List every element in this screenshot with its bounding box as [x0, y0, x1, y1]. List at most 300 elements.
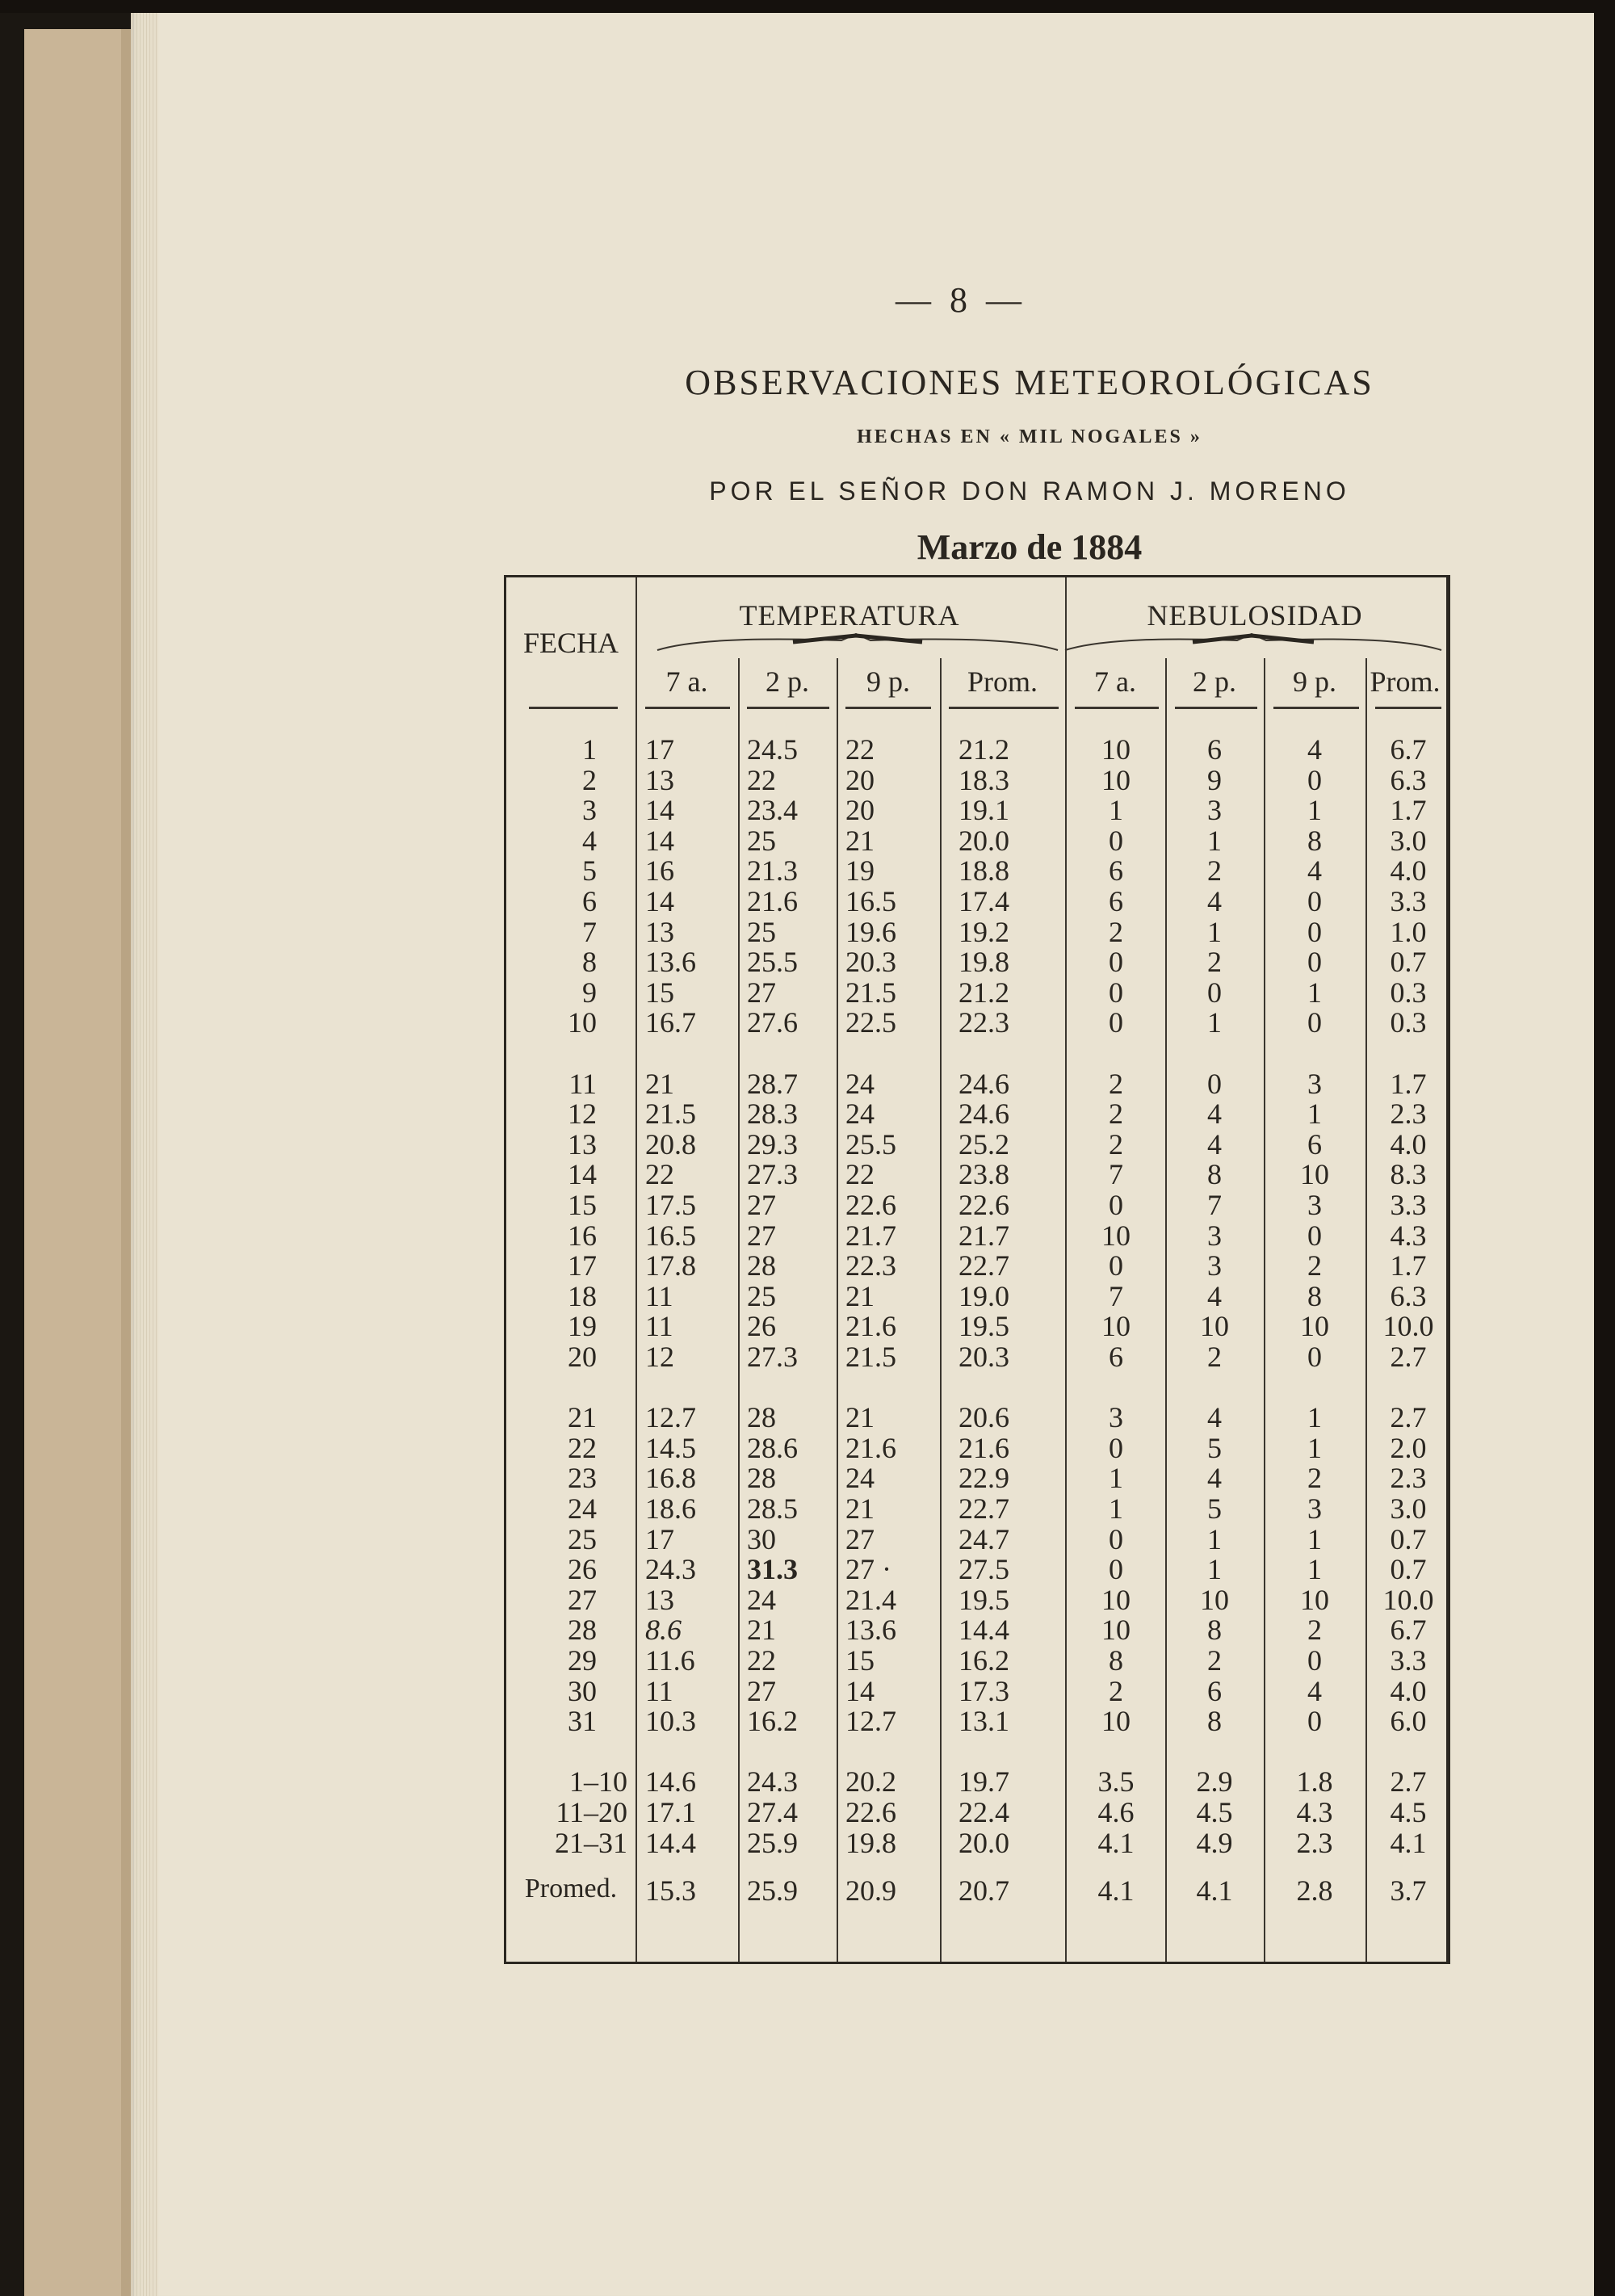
fecha-cell: 21 [568, 1401, 597, 1434]
value-cell: 1 [1307, 1431, 1322, 1464]
value-cell: 0 [1109, 1249, 1123, 1282]
value-cell: 28 [747, 1249, 776, 1282]
table-row [506, 1279, 1446, 1310]
fecha-cell: 1 [582, 733, 597, 766]
value-cell: 6 [1109, 885, 1123, 917]
value-cell: 27 · [845, 1553, 891, 1586]
value-cell: 4.3 [1296, 1796, 1333, 1828]
value-cell: 19.1 [959, 794, 1009, 827]
value-cell: 21.6 [845, 1310, 896, 1343]
value-cell: 0 [1207, 1067, 1222, 1100]
value-cell: 4.0 [1390, 1674, 1427, 1707]
value-cell: 28.7 [747, 1067, 798, 1100]
fecha-cell: 29 [568, 1644, 597, 1677]
value-cell: 4 [1307, 854, 1322, 888]
table-row [506, 945, 1446, 979]
value-cell: 6 [1109, 854, 1123, 888]
value-cell: 1 [1307, 1553, 1322, 1586]
value-cell: 6 [1207, 1674, 1222, 1707]
value-cell: 17 [645, 1522, 674, 1555]
value-cell: 3 [1109, 1401, 1123, 1434]
value-cell: 24.7 [959, 1522, 1009, 1555]
value-cell: 1 [1207, 1006, 1222, 1039]
value-cell: 22.6 [845, 1796, 896, 1828]
value-cell: 25.2 [959, 1127, 1009, 1161]
value-cell: 10 [1101, 733, 1130, 766]
value-cell: 13 [645, 763, 674, 796]
value-cell: 4.9 [1196, 1826, 1233, 1859]
value-cell: 8 [1307, 1279, 1322, 1312]
value-cell: 21 [645, 1067, 674, 1100]
value-cell: 28.3 [747, 1098, 798, 1131]
header-rule [1075, 707, 1159, 709]
table-row [506, 824, 1446, 857]
nebulosidad-brace [1063, 632, 1443, 653]
page-number: — 8 — [896, 280, 1026, 320]
fecha-cell: Promed. [524, 1874, 618, 1904]
value-cell: 4.0 [1390, 854, 1427, 888]
value-cell: 27.5 [959, 1553, 1009, 1586]
table-row [506, 1613, 1446, 1647]
value-cell: 20.8 [645, 1127, 696, 1161]
fecha-cell: 20 [568, 1341, 597, 1373]
value-cell: 12.7 [645, 1401, 696, 1434]
value-cell: 6 [1207, 733, 1222, 766]
value-cell: 21 [845, 824, 875, 857]
value-cell: 2.7 [1390, 1341, 1427, 1373]
value-cell: 24 [845, 1098, 875, 1131]
value-cell: 0 [1109, 976, 1123, 1009]
value-cell: 21.4 [845, 1583, 896, 1616]
value-cell: 9 [1207, 763, 1222, 796]
value-cell: 22 [645, 1158, 674, 1191]
value-cell: 20.2 [845, 1765, 896, 1799]
value-cell: 4.3 [1390, 1219, 1427, 1252]
value-cell: 8.6 [645, 1614, 682, 1647]
value-cell: 22 [747, 1644, 776, 1677]
fecha-cell: 14 [568, 1158, 597, 1191]
value-cell: 21.3 [747, 854, 798, 888]
page-stack-edge [134, 13, 158, 2296]
value-cell: 22.6 [845, 1189, 896, 1221]
value-cell: 22.3 [845, 1249, 896, 1282]
value-cell: 4 [1207, 1127, 1222, 1161]
value-cell: 19.8 [845, 1826, 896, 1859]
value-cell: 20 [845, 794, 875, 827]
header-rule [645, 707, 730, 709]
value-cell: 27 [747, 1674, 776, 1707]
value-cell: 17.8 [645, 1249, 696, 1282]
table-row [506, 1219, 1446, 1252]
value-cell: 8 [1207, 1705, 1222, 1738]
value-cell: 24 [845, 1067, 875, 1100]
value-cell: 21 [845, 1492, 875, 1525]
value-cell: 2.3 [1390, 1462, 1427, 1495]
value-cell: 10 [1200, 1583, 1229, 1616]
value-cell: 27.6 [747, 1006, 798, 1039]
value-cell: 1 [1207, 824, 1222, 857]
value-cell: 4.1 [1097, 1826, 1135, 1859]
value-cell: 19.0 [959, 1279, 1009, 1312]
value-cell: 10 [1300, 1158, 1329, 1191]
table-row [506, 1067, 1446, 1098]
value-cell: 4 [1207, 1462, 1222, 1495]
value-cell: 0 [1109, 824, 1123, 857]
value-cell: 25 [747, 915, 776, 948]
value-cell: 6.7 [1390, 1614, 1427, 1647]
document-author: POR EL SEÑOR DON RAMON J. MORENO [709, 476, 1350, 506]
fecha-cell: 11 [568, 1067, 597, 1100]
value-cell: 27 [747, 1219, 776, 1252]
subheader-temp-9p: 9 p. [866, 665, 910, 698]
value-cell: 4 [1207, 1401, 1222, 1434]
fecha-cell: 17 [568, 1249, 597, 1282]
value-cell: 4.0 [1390, 1127, 1427, 1161]
table-row [506, 1400, 1446, 1434]
value-cell: 3 [1207, 794, 1222, 827]
value-cell: 13 [645, 915, 674, 948]
book-cover-edge [121, 29, 131, 2296]
value-cell: 24.6 [959, 1067, 1009, 1100]
value-cell: 20.3 [845, 946, 896, 979]
value-cell: 25 [747, 824, 776, 857]
value-cell: 2 [1109, 915, 1123, 948]
value-cell: 21 [845, 1279, 875, 1312]
value-cell: 2.3 [1296, 1826, 1333, 1859]
value-cell: 11 [645, 1674, 673, 1707]
value-cell: 0.7 [1390, 1522, 1427, 1555]
value-cell: 4.1 [1097, 1874, 1135, 1908]
value-cell: 21 [747, 1614, 776, 1647]
value-cell: 0.3 [1390, 976, 1427, 1009]
value-cell: 21.6 [747, 885, 798, 917]
fecha-cell: 11–20 [556, 1796, 627, 1828]
value-cell: 2.3 [1390, 1098, 1427, 1131]
value-cell: 1 [1109, 794, 1123, 827]
table-row [506, 793, 1446, 827]
header-rule [747, 707, 829, 709]
table-row [506, 1704, 1446, 1738]
value-cell: 1 [1109, 1462, 1123, 1495]
weather-table [504, 575, 1450, 1964]
value-cell: 3.3 [1390, 885, 1427, 917]
value-cell: 28 [747, 1462, 776, 1495]
value-cell: 10 [1101, 1705, 1130, 1738]
value-cell: 31.3 [747, 1553, 798, 1586]
value-cell: 3.0 [1390, 824, 1427, 857]
value-cell: 14.4 [959, 1614, 1009, 1647]
value-cell: 21.2 [959, 733, 1009, 766]
value-cell: 22.9 [959, 1462, 1009, 1495]
value-cell: 4.1 [1196, 1874, 1233, 1908]
value-cell: 3.7 [1390, 1874, 1427, 1908]
value-cell: 24.3 [645, 1553, 696, 1586]
value-cell: 4 [1307, 733, 1322, 766]
value-cell: 10.0 [1382, 1583, 1434, 1616]
value-cell: 27 [845, 1522, 875, 1555]
value-cell: 22 [747, 763, 776, 796]
value-cell: 24.6 [959, 1098, 1009, 1131]
value-cell: 0 [1307, 915, 1322, 948]
fecha-cell: 19 [568, 1310, 597, 1343]
table-row [506, 1492, 1446, 1525]
table-row [506, 1249, 1446, 1282]
value-cell: 4 [1307, 1674, 1322, 1707]
value-cell: 13.6 [845, 1614, 896, 1647]
value-cell: 29.3 [747, 1127, 798, 1161]
value-cell: 14 [845, 1674, 875, 1707]
value-cell: 13.1 [959, 1705, 1009, 1738]
value-cell: 16.5 [845, 885, 896, 917]
value-cell: 21 [845, 1401, 875, 1434]
value-cell: 27 [747, 1189, 776, 1221]
value-cell: 16 [645, 854, 674, 888]
value-cell: 22.6 [959, 1189, 1009, 1221]
value-cell: 10 [1101, 763, 1130, 796]
value-cell: 4 [1207, 1098, 1222, 1131]
fecha-cell: 28 [568, 1614, 597, 1647]
value-cell: 2 [1207, 1644, 1222, 1677]
value-cell: 25.9 [747, 1826, 798, 1859]
header-rule [949, 707, 1059, 709]
value-cell: 1 [1207, 915, 1222, 948]
value-cell: 3.0 [1390, 1492, 1427, 1525]
fecha-cell: 6 [582, 885, 597, 917]
value-cell: 2 [1307, 1614, 1322, 1647]
table-row [506, 1005, 1446, 1039]
value-cell: 15.3 [645, 1874, 696, 1908]
subheader-temp-2p: 2 p. [766, 665, 809, 698]
fecha-cell: 18 [568, 1279, 597, 1312]
header-temperatura: TEMPERATURA [739, 599, 960, 632]
value-cell: 6.7 [1390, 733, 1427, 766]
document-subtitle: HECHAS EN « MIL NOGALES » [857, 426, 1202, 447]
table-row [506, 884, 1446, 915]
value-cell: 1.7 [1390, 1249, 1427, 1282]
value-cell: 21.5 [845, 1341, 896, 1373]
value-cell: 30 [747, 1522, 776, 1555]
value-cell: 27.3 [747, 1341, 798, 1373]
fecha-cell: 30 [568, 1674, 597, 1707]
value-cell: 1 [1307, 976, 1322, 1009]
value-cell: 26 [747, 1310, 776, 1343]
fecha-cell: 9 [582, 976, 597, 1009]
value-cell: 3.3 [1390, 1189, 1427, 1221]
value-cell: 22.3 [959, 1006, 1009, 1039]
table-row [506, 1188, 1446, 1219]
value-cell: 18.6 [645, 1492, 696, 1525]
value-cell: 13 [645, 1583, 674, 1616]
value-cell: 25.5 [845, 1127, 896, 1161]
table-row [506, 732, 1446, 766]
value-cell: 0 [1109, 1189, 1123, 1221]
table-row [506, 1643, 1446, 1677]
value-cell: 24 [747, 1583, 776, 1616]
value-cell: 4.6 [1097, 1796, 1135, 1828]
value-cell: 15 [645, 976, 674, 1009]
table-row [506, 915, 1446, 946]
fecha-cell: 10 [568, 1006, 597, 1039]
value-cell: 0 [1109, 946, 1123, 979]
scan-right-border [1594, 0, 1615, 2296]
value-cell: 14.4 [645, 1826, 696, 1859]
value-cell: 6 [1109, 1341, 1123, 1373]
fecha-cell: 8 [582, 946, 597, 979]
table-row [506, 1522, 1446, 1553]
value-cell: 0 [1109, 1522, 1123, 1555]
value-cell: 14.6 [645, 1765, 696, 1799]
table-row [506, 1431, 1446, 1462]
value-cell: 10 [1101, 1310, 1130, 1343]
subheader-temp-prom: Prom. [967, 665, 1038, 698]
value-cell: 1.7 [1390, 794, 1427, 827]
value-cell: 28.6 [747, 1431, 798, 1464]
value-cell: 1.8 [1296, 1765, 1333, 1799]
value-cell: 14 [645, 824, 674, 857]
value-cell: 18.3 [959, 763, 1009, 796]
value-cell: 1 [1207, 1553, 1222, 1586]
fecha-cell: 2 [582, 763, 597, 796]
value-cell: 3 [1307, 1492, 1322, 1525]
value-cell: 2 [1307, 1249, 1322, 1282]
value-cell: 0.7 [1390, 1553, 1427, 1586]
value-cell: 4.5 [1390, 1796, 1427, 1828]
subheader-neb-prom: Prom. [1370, 665, 1441, 698]
fecha-cell: 26 [568, 1553, 597, 1586]
fecha-cell: 31 [568, 1705, 597, 1738]
value-cell: 20.6 [959, 1401, 1009, 1434]
fecha-cell: 21–31 [555, 1826, 627, 1859]
value-cell: 25.9 [747, 1874, 798, 1908]
table-row [506, 1461, 1446, 1495]
value-cell: 24.3 [747, 1765, 798, 1799]
header-rule [529, 707, 618, 709]
value-cell: 28.5 [747, 1492, 798, 1525]
value-cell: 2.9 [1196, 1765, 1233, 1799]
value-cell: 16.5 [645, 1219, 696, 1252]
value-cell: 16.7 [645, 1006, 696, 1039]
value-cell: 4 [1207, 885, 1222, 917]
value-cell: 1 [1307, 1098, 1322, 1131]
summary-row [506, 1795, 1446, 1826]
value-cell: 0 [1307, 885, 1322, 917]
fecha-cell: 3 [582, 794, 597, 827]
value-cell: 2.8 [1296, 1874, 1333, 1908]
table-row [506, 1097, 1446, 1131]
fecha-cell: 13 [568, 1127, 597, 1161]
fecha-cell: 27 [568, 1583, 597, 1616]
value-cell: 0 [1109, 1006, 1123, 1039]
fecha-cell: 15 [568, 1189, 597, 1221]
value-cell: 0 [1307, 1006, 1322, 1039]
value-cell: 3 [1307, 1189, 1322, 1221]
value-cell: 19.2 [959, 915, 1009, 948]
header-rule [1375, 707, 1441, 709]
value-cell: 8 [1207, 1158, 1222, 1191]
value-cell: 10 [1101, 1219, 1130, 1252]
value-cell: 3 [1207, 1219, 1222, 1252]
value-cell: 5 [1207, 1492, 1222, 1525]
fecha-cell: 12 [568, 1098, 597, 1131]
value-cell: 8 [1307, 824, 1322, 857]
table-row [506, 1552, 1446, 1586]
value-cell: 21.5 [645, 1098, 696, 1131]
value-cell: 20.9 [845, 1874, 896, 1908]
subheader-neb-7a: 7 a. [1094, 665, 1136, 698]
value-cell: 24 [845, 1462, 875, 1495]
value-cell: 14 [645, 794, 674, 827]
value-cell: 19.8 [959, 946, 1009, 979]
value-cell: 2 [1307, 1462, 1322, 1495]
value-cell: 10 [1300, 1310, 1329, 1343]
value-cell: 6.3 [1390, 763, 1427, 796]
table-row [506, 1583, 1446, 1614]
value-cell: 21.5 [845, 976, 896, 1009]
value-cell: 15 [845, 1644, 875, 1677]
value-cell: 22 [845, 1158, 875, 1191]
fecha-cell: 4 [582, 824, 597, 857]
value-cell: 27.3 [747, 1158, 798, 1191]
scan-top-border [0, 0, 1615, 13]
value-cell: 27.4 [747, 1796, 798, 1828]
fecha-cell: 25 [568, 1522, 597, 1555]
summary-row [506, 1765, 1446, 1799]
value-cell: 22.5 [845, 1006, 896, 1039]
value-cell: 20.0 [959, 824, 1009, 857]
value-cell: 17.5 [645, 1189, 696, 1221]
value-cell: 4 [1207, 1279, 1222, 1312]
value-cell: 21.6 [959, 1431, 1009, 1464]
value-cell: 23.4 [747, 794, 798, 827]
fecha-cell: 22 [568, 1431, 597, 1464]
table-row [506, 1674, 1446, 1705]
value-cell: 17 [645, 733, 674, 766]
value-cell: 8.3 [1390, 1158, 1427, 1191]
table-row [506, 1127, 1446, 1161]
value-cell: 10 [1200, 1310, 1229, 1343]
value-cell: 1.0 [1390, 915, 1427, 948]
header-rule [1273, 707, 1359, 709]
value-cell: 0 [1307, 1341, 1322, 1373]
fecha-cell: 1–10 [569, 1765, 627, 1799]
header-rule [1175, 707, 1257, 709]
value-cell: 21.2 [959, 976, 1009, 1009]
value-cell: 0 [1307, 763, 1322, 796]
table-row [506, 1309, 1446, 1343]
value-cell: 1.7 [1390, 1067, 1427, 1100]
value-cell: 0 [1207, 976, 1222, 1009]
value-cell: 2 [1109, 1674, 1123, 1707]
value-cell: 2 [1109, 1098, 1123, 1131]
value-cell: 1 [1307, 794, 1322, 827]
value-cell: 10.0 [1382, 1310, 1434, 1343]
value-cell: 2.7 [1390, 1401, 1427, 1434]
document-title: OBSERVACIONES METEOROLÓGICAS [685, 363, 1374, 402]
fecha-cell: 23 [568, 1462, 597, 1495]
value-cell: 24.5 [747, 733, 798, 766]
value-cell: 3 [1307, 1067, 1322, 1100]
value-cell: 0 [1307, 946, 1322, 979]
value-cell: 0 [1307, 1644, 1322, 1677]
value-cell: 8 [1207, 1614, 1222, 1647]
value-cell: 20.7 [959, 1874, 1009, 1908]
value-cell: 7 [1207, 1189, 1222, 1221]
value-cell: 17.4 [959, 885, 1009, 917]
value-cell: 1 [1307, 1401, 1322, 1434]
header-fecha: FECHA [522, 627, 619, 659]
value-cell: 10 [1300, 1583, 1329, 1616]
table-row [506, 1340, 1446, 1373]
